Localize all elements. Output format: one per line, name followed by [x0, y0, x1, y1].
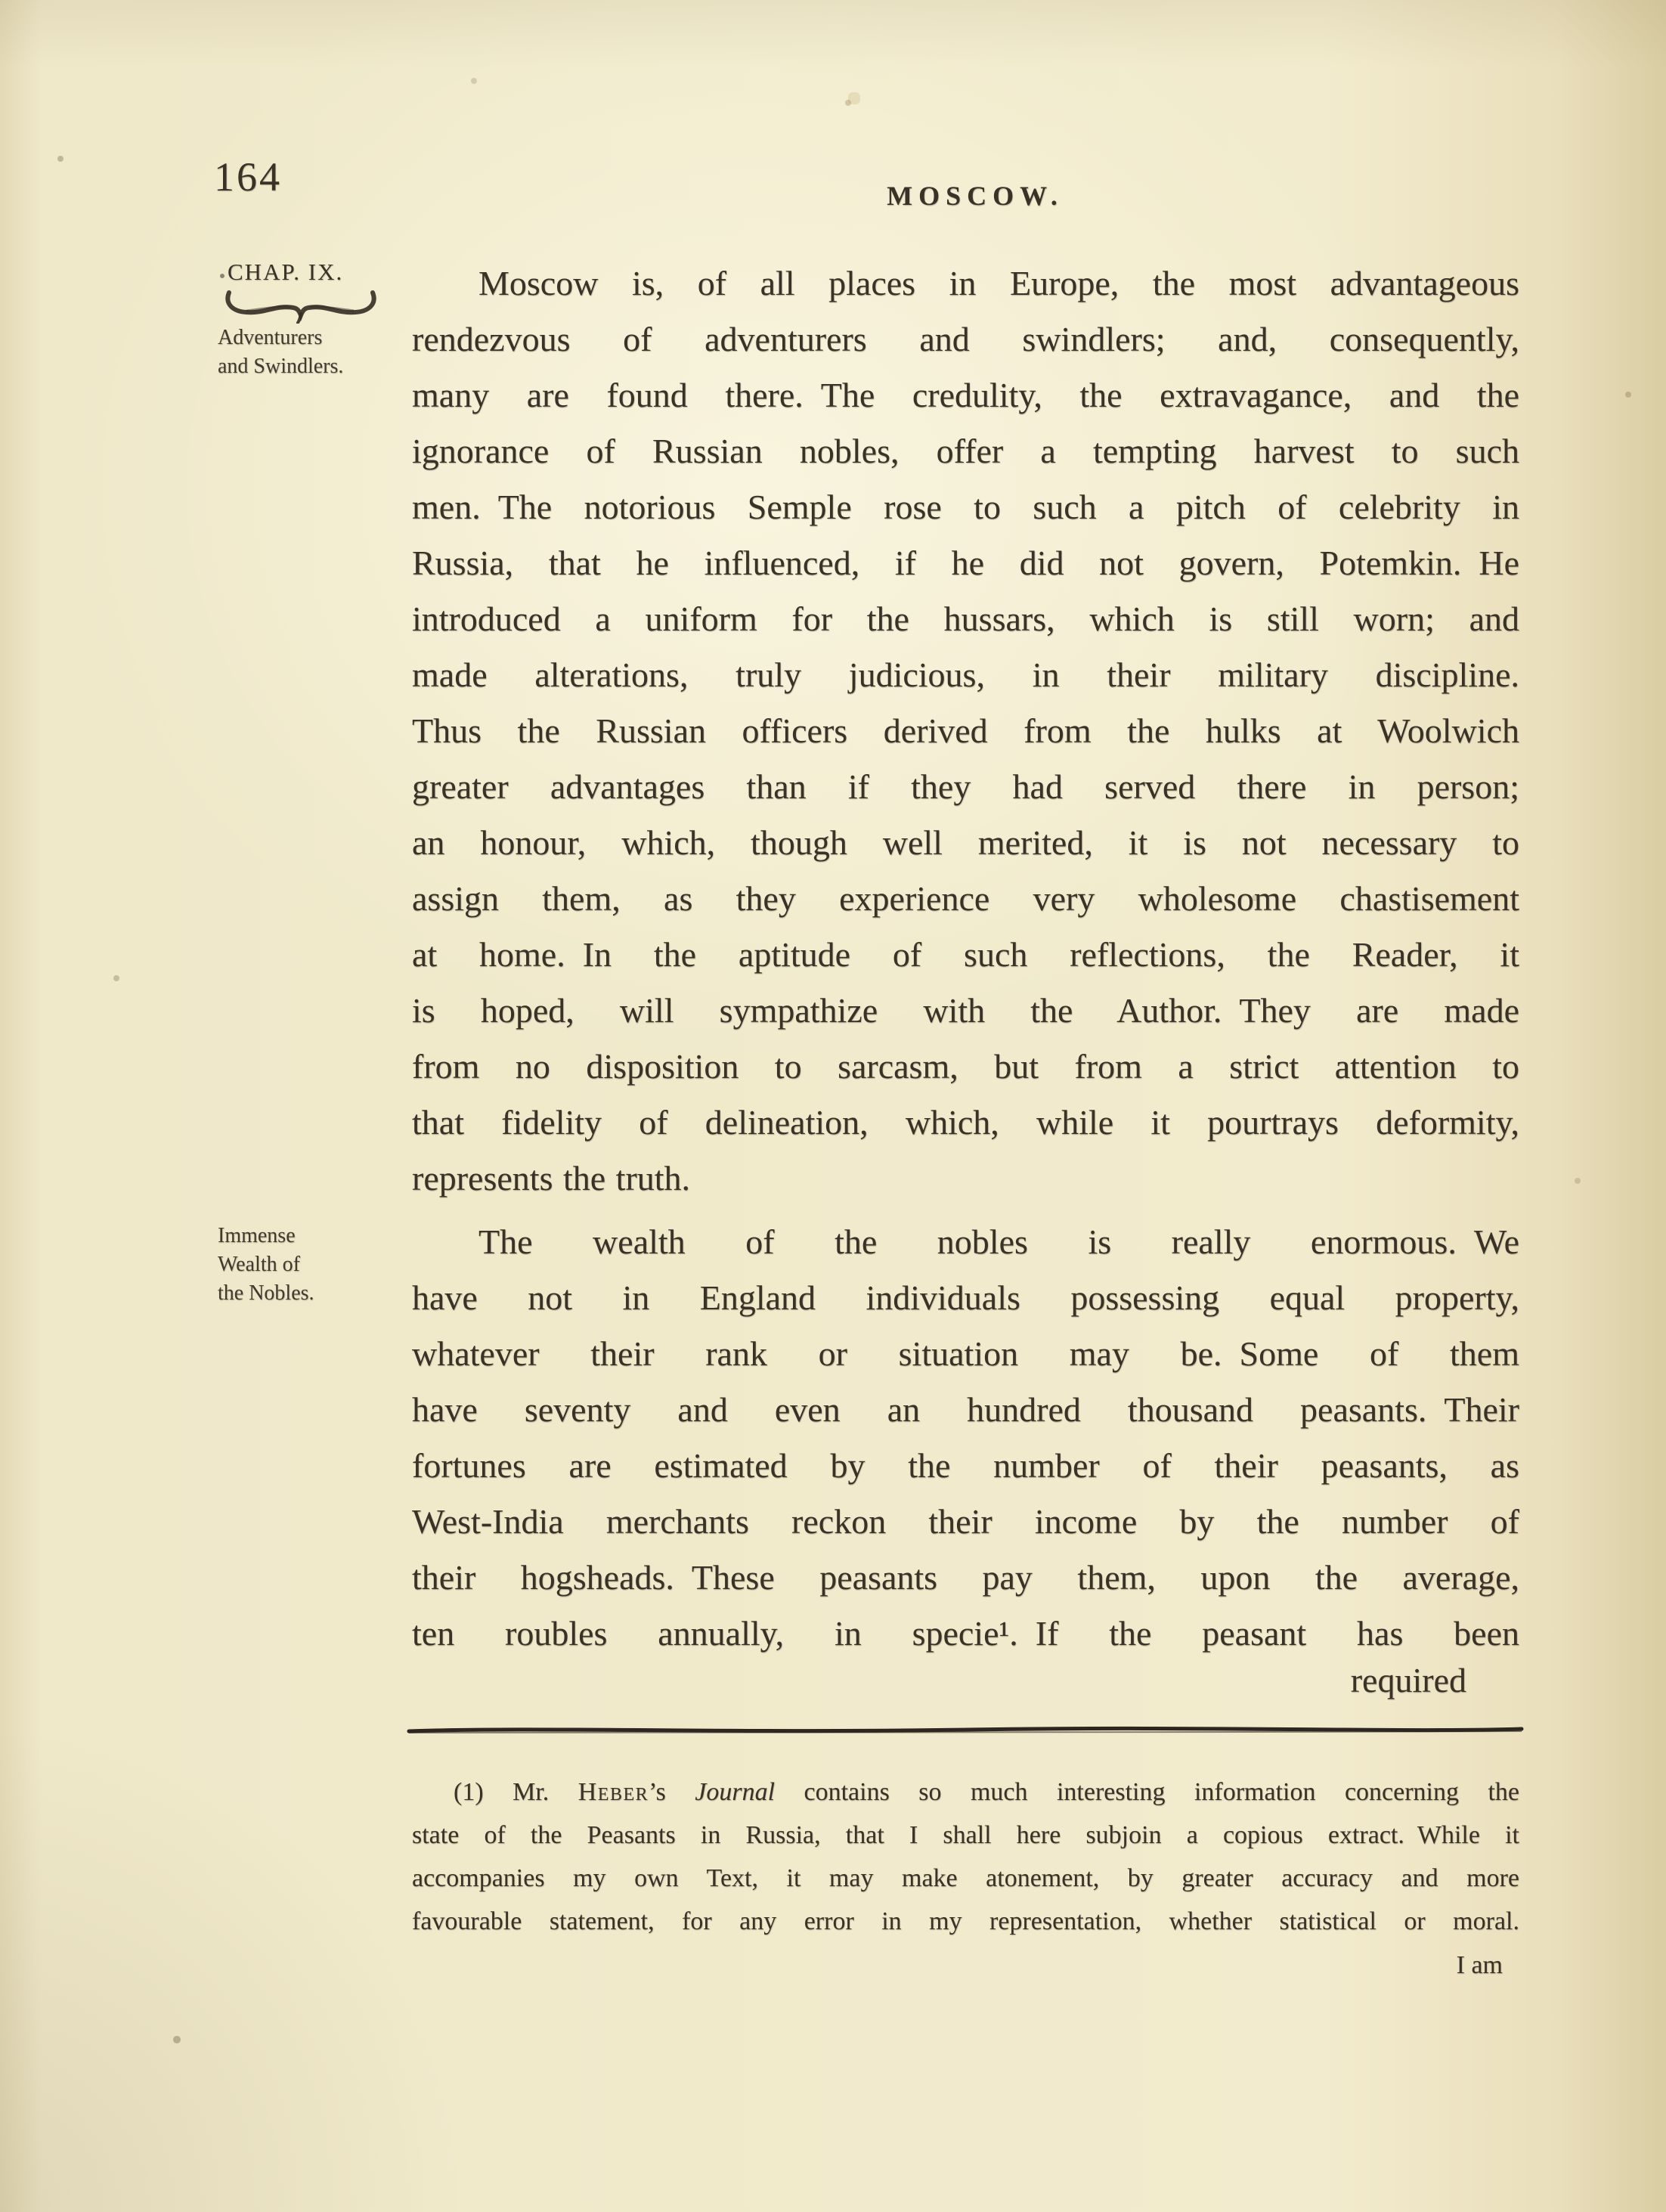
body-text-line: assign them, as they experience very wholesome chastisement — [412, 879, 1519, 918]
body-text-line: that fidelity of delineation, which, while it pourtrays deformity, — [412, 1103, 1519, 1142]
body-text-line: fortunes are estimated by the number of their peasants, as — [412, 1446, 1519, 1485]
margin-note-line: and Swindlers. — [218, 355, 344, 378]
margin-note-line: Adventurers — [218, 326, 323, 349]
footnote-line: accompanies my own Text, it may make atonement, by greater accuracy and more — [412, 1864, 1519, 1892]
body-text-line: an honour, which, though well merited, it is not necessary to — [412, 823, 1519, 862]
body-text-line: represents the truth. — [412, 1159, 691, 1197]
body-text-line: many are found there. The credulity, the extravagance, and the — [412, 376, 1519, 414]
body-text-line: greater advantages than if they had served there in person; — [412, 767, 1519, 806]
body-text-line: Thus the Russian officers derived from the hulks at Woolwich — [412, 711, 1519, 750]
footnote-possessive: ’s — [649, 1778, 695, 1806]
paragraph-wealth-of-nobles — [412, 1214, 1519, 1662]
footnote-line-1-rest: contains so much interesting information concerning the — [775, 1778, 1519, 1806]
margin-note-line: Wealth of — [218, 1253, 300, 1276]
footnote-line-1 — [412, 1771, 1519, 1814]
body-text-line: The wealth of the nobles is really enormous. We — [478, 1222, 1519, 1261]
body-text-line: is hoped, will sympathize with the Author. They are made — [412, 991, 1519, 1030]
footnote-line: favourable statement, for any error in my representation, whether statistical or moral. — [412, 1907, 1519, 1935]
paper-specks — [0, 0, 3, 3]
footnote-rule — [407, 1724, 1524, 1737]
chapter-heading: CHAP. IX. — [228, 259, 344, 285]
body-text-line: ignorance of Russian nobles, offer a tempting harvest to such — [412, 432, 1519, 470]
body-text-line: men. The notorious Semple rose to such a pitch of celebrity in — [412, 488, 1519, 526]
body-text-line: have seventy and even an hundred thousand peasants. Their — [412, 1390, 1519, 1429]
body-text-line: rendezvous of adventurers and swindlers; and, consequently, — [412, 320, 1519, 358]
running-head: MOSCOW. — [887, 181, 1064, 211]
body-text-line: whatever their rank or situation may be. Some of them — [412, 1334, 1519, 1373]
footnote-lines — [412, 1814, 1519, 1943]
catchword: required — [1350, 1661, 1466, 1699]
body-text-line: ten roubles annually, in specie¹. If the peasant has been — [412, 1614, 1519, 1653]
body-text-line: have not in England individuals possessing equal property, — [412, 1278, 1519, 1317]
paragraph-adventurers-swindlers — [412, 256, 1519, 1207]
body-text-line: at home. In the aptitude of such reflections, the Reader, it — [412, 935, 1519, 974]
footnote — [412, 1771, 1519, 1987]
body-text-line: introduced a uniform for the hussars, which is still worn; and — [412, 599, 1519, 638]
chapter-flourish-ornament — [224, 289, 378, 324]
body-text-line: Russia, that he influenced, if he did not govern, Potemkin. He — [412, 544, 1519, 582]
footnote-marker-text: (1) Mr. — [454, 1778, 578, 1806]
body-text-line: their hogsheads. These peasants pay them, upon the average, — [412, 1558, 1519, 1597]
footnote-work-title: Journal — [695, 1778, 776, 1806]
margin-note-wealth — [218, 1222, 414, 1308]
footnote-line: state of the Peasants in Russia, that I shall here subjoin a copious extract. While it — [412, 1821, 1519, 1849]
body-text-line: from no disposition to sarcasm, but from a strict attention to — [412, 1047, 1519, 1086]
margin-note-line: Immense — [218, 1224, 296, 1247]
margin-note-line: the Nobles. — [218, 1281, 314, 1305]
body-text-line: West-India merchants reckon their income by the number of — [412, 1502, 1519, 1541]
body-text-line: made alterations, truly judicious, in their military discipline. — [412, 655, 1519, 694]
footnote-author-name: Heber — [578, 1778, 649, 1806]
body-text-line: Moscow is, of all places in Europe, the most advantageous — [478, 264, 1519, 302]
footnote-catchword: I am — [1456, 1951, 1503, 1979]
margin-note-adventurers — [218, 324, 414, 381]
page-number: 164 — [214, 154, 282, 200]
